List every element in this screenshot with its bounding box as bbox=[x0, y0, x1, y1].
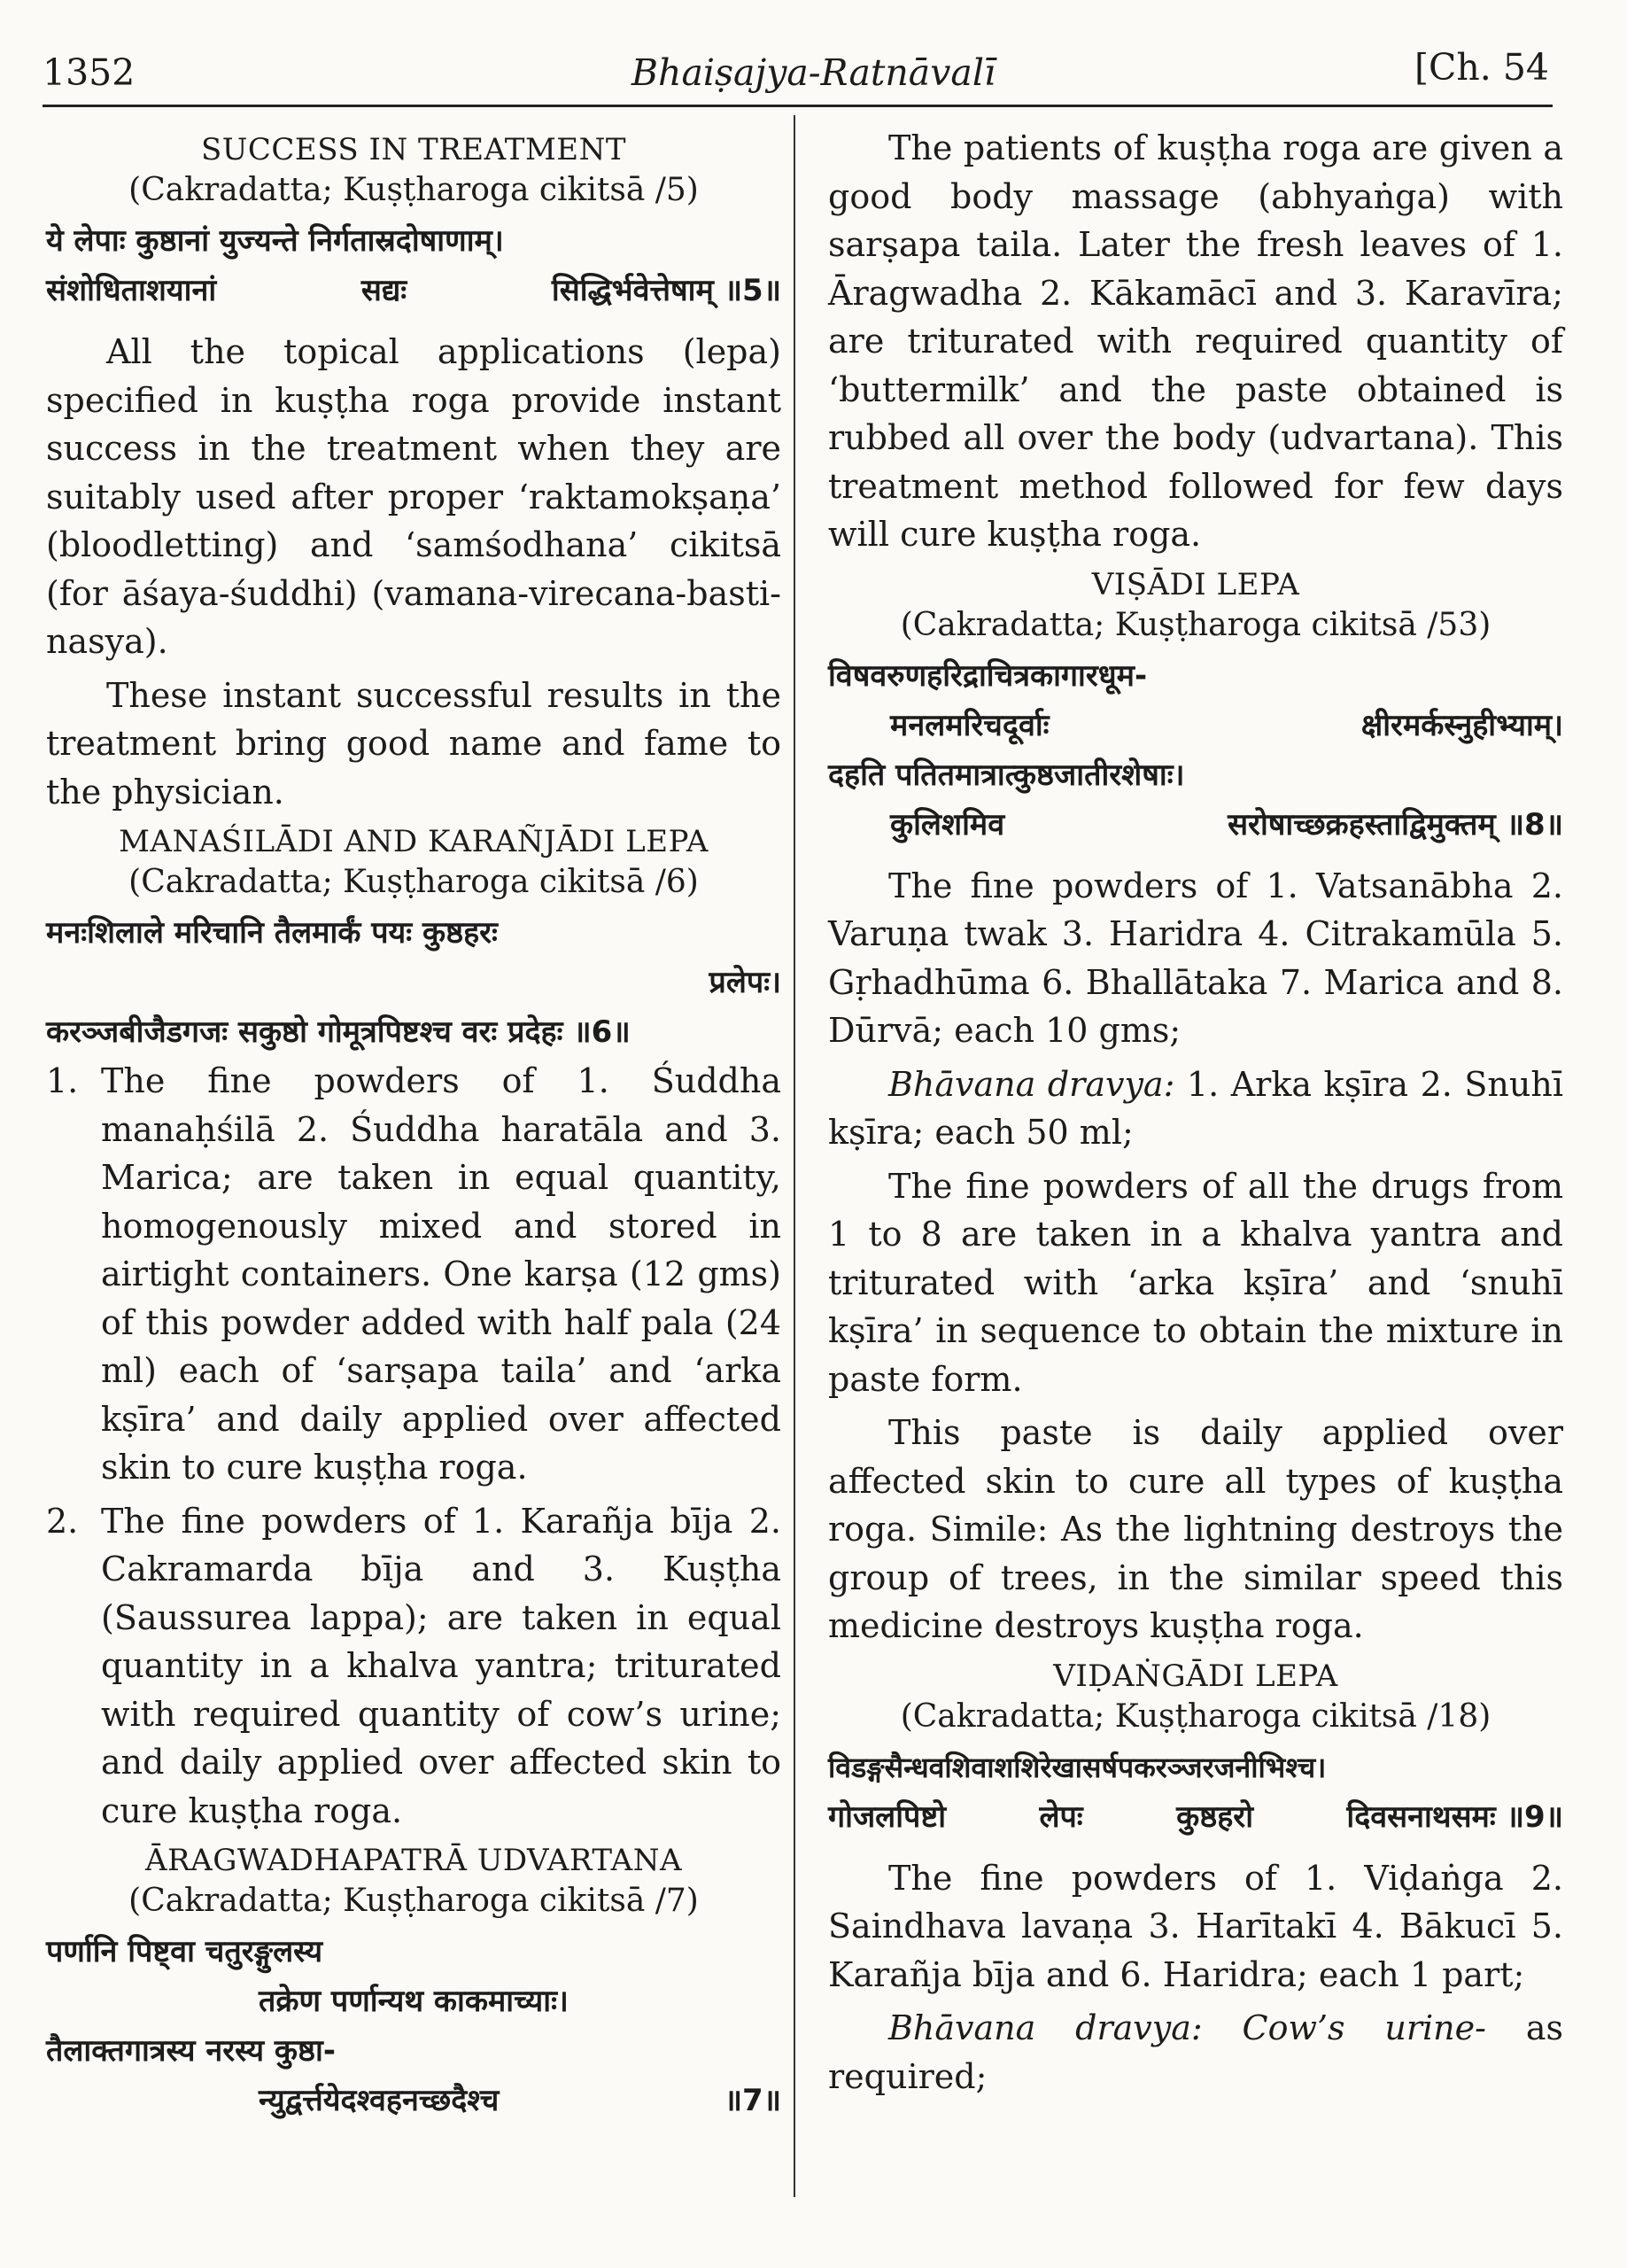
verse-word: न्युद्वर्त्तयेदश्वहनच्छदैश्च bbox=[259, 2083, 500, 2118]
sanskrit-verse-line: तक्रेण पर्णान्यथ काकमाच्याः। bbox=[259, 1984, 569, 2019]
running-title: Bhaiṣajya-Ratnāvalī bbox=[631, 51, 996, 94]
paragraph-text: 1. Arka kṣīra 2. Snuhī kṣīra; each 50 ml; bbox=[828, 1064, 1563, 1152]
section-title: VIṢĀDI LEPA bbox=[1091, 566, 1300, 602]
sanskrit-verse-line bbox=[46, 266, 781, 315]
section-title: MANAŚILĀDI AND KARAÑJĀDI LEPA bbox=[119, 824, 709, 859]
verse-word: संशोधिताशयानां bbox=[46, 273, 217, 308]
paragraph bbox=[828, 1060, 1563, 1157]
sanskrit-verse-line: पर्णानि पिष्ट्वा चतुरङ्गुलस्य bbox=[46, 1934, 323, 1969]
verse-word: क्षीरमर्कस्नुहीभ्याम्। bbox=[1360, 707, 1563, 743]
sanskrit-verse-line bbox=[828, 800, 1563, 850]
section-source: (Cakradatta; Kuṣṭharoga cikitsā /6) bbox=[128, 864, 699, 900]
section-title: ĀRAGWADHAPATRĀ UDVARTANA bbox=[144, 1843, 683, 1878]
verse-word: सिद्धिर्भवेत्तेषाम् ॥5॥ bbox=[551, 273, 781, 308]
verse-word: दिवसनाथसमः ॥9॥ bbox=[1346, 1798, 1563, 1835]
left-column bbox=[46, 124, 781, 2125]
section-title: SUCCESS IN TREATMENT bbox=[200, 132, 627, 167]
sanskrit-verse-line: प्रलेपः। bbox=[709, 965, 781, 1000]
sanskrit-verse-line: विडङ्गसैन्धवशिवाशशिरेखासर्षपकरञ्जरजनीभिश्च। bbox=[828, 1750, 1327, 1784]
paragraph: The fine powders of 1. Viḍaṅga 2. Saindhava lavaṇa 3. Harītakī 4. Bākucī 5. Karañja bīja and 6. Haridra; each 1 part; bbox=[828, 1858, 1563, 1994]
paragraph: The fine powders of 1. Vatsanābha 2. Varuṇa twak 3. Haridra 4. Citrakamūla 5. Gṛhadhūma 6. Bhallātaka 7. Marica and 8. Dūrvā; each 10 gms; bbox=[828, 866, 1563, 1050]
sanskrit-verse-line: मनःशिलाले मरिचानि तैलमार्कं पयः कुष्ठहरः bbox=[46, 915, 498, 951]
paragraph bbox=[828, 2004, 1563, 2101]
verse-word: मनलमरिचदूर्वाः bbox=[890, 707, 1050, 743]
sanskrit-verse-line bbox=[828, 1792, 1563, 1842]
chapter-label: [Ch. 54 bbox=[1414, 46, 1549, 89]
verse-word: कुलिशमिव bbox=[890, 806, 1005, 843]
verse-word: सरोषाच्छक्रहस्ताद्विमुक्तम् ॥8॥ bbox=[1228, 806, 1563, 843]
paragraph: The patients of kuṣṭha roga are given a good body massage (abhyaṅga) with sarṣapa taila. Later the fresh leaves of 1. Āragwadha 2. Kākamācī and 3. Karavīra; are triturated with required quantity of ‘buttermilk’ and the paste obtained is rubbed all over the body (udvartana). This treatment method followed for few days will cure kuṣṭha roga. bbox=[828, 128, 1563, 554]
verse-word: कुष्ठहरो bbox=[1176, 1798, 1253, 1835]
list-item bbox=[46, 1057, 781, 1492]
right-column bbox=[828, 124, 1563, 2106]
verse-word: लेपः bbox=[1039, 1798, 1083, 1835]
list-item bbox=[46, 1497, 781, 1836]
sanskrit-verse-line bbox=[828, 701, 1563, 750]
page-header bbox=[0, 0, 1627, 115]
sanskrit-verse-line bbox=[46, 2076, 781, 2125]
verse-number: ॥7॥ bbox=[724, 2083, 781, 2118]
paragraph: This paste is daily applied over affected skin to cure all types of kuṣṭha roga. Simile: As the lightning destroys the group of trees, in the similar speed this medicine destroys kuṣṭha roga. bbox=[828, 1413, 1563, 1645]
italic-label: Bhāvana dravya: bbox=[888, 1064, 1175, 1104]
section-source: (Cakradatta; Kuṣṭharoga cikitsā /18) bbox=[900, 1697, 1491, 1735]
list-text: The fine powders of 1. Karañja bīja 2. Cakramarda bīja and 3. Kuṣṭha (Saussurea lappa); are taken in equal quantity in a khalva yantra; triturated with required quantity of cow’s urine; and daily applied over affected skin to cure kuṣṭha roga. bbox=[101, 1501, 781, 1830]
section-source: (Cakradatta; Kuṣṭharoga cikitsā /7) bbox=[128, 1883, 699, 1919]
sanskrit-verse-line: विषवरुणहरिद्राचित्रकागारधूम- bbox=[828, 657, 1148, 694]
verse-word: सद्यः bbox=[360, 273, 407, 308]
section-title: VIḌAṄGĀDI LEPA bbox=[1053, 1658, 1338, 1694]
page-number: 1352 bbox=[43, 51, 136, 94]
list-number: 2. bbox=[46, 1501, 79, 1541]
paragraph: All the topical applications (lepa) specified in kuṣṭha roga provide instant success in the treatment when they are suitably used after proper ‘raktamokṣaṇa’ (bloodletting) and ‘samśodhana’ cikitsā (for āśaya-śuddhi) (vamana-virecana-basti-nasya). bbox=[46, 332, 781, 661]
column-divider bbox=[794, 115, 795, 2197]
sanskrit-verse-line: ये लेपाः कुष्ठानां युज्यन्ते निर्गतास्रदोषाणाम्। bbox=[46, 223, 504, 259]
verse-word: गोजलपिष्टो bbox=[828, 1798, 947, 1835]
italic-label: Bhāvana dravya: Cow’s urine- bbox=[888, 2008, 1486, 2047]
section-source: (Cakradatta; Kuṣṭharoga cikitsā /5) bbox=[128, 172, 699, 208]
paragraph: The fine powders of all the drugs from 1 to 8 are taken in a khalva yantra and triturated with ‘arka kṣīra’ and ‘snuhī kṣīra’ in sequence to obtain the mixture in paste form. bbox=[828, 1166, 1563, 1399]
sanskrit-verse-line: तैलाक्तगात्रस्य नरस्य कुष्ठा- bbox=[46, 2033, 336, 2069]
header-rule bbox=[43, 105, 1553, 107]
sanskrit-verse-line: दहति पतितमात्रात्कुष्ठजातीरशेषाः। bbox=[828, 757, 1185, 793]
list-text: The fine powders of 1. Śuddha manaḥśilā 2. Śuddha haratāla and 3. Marica; are taken in equal quantity, homogenously mixed and stored in airtight containers. One karṣa (12 gms) of this powder added with half pala (24 ml) each of ‘sarṣapa taila’ and ‘arka kṣīra’ and daily applied over affected skin to cure kuṣṭha roga. bbox=[101, 1061, 781, 1487]
sanskrit-verse-line: करञ्जबीजैडगजः सकुष्ठो गोमूत्रपिष्टश्च वरः प्रदेहः ॥6॥ bbox=[46, 1014, 631, 1050]
paragraph: These instant successful results in the treatment bring good name and fame to the physician. bbox=[46, 675, 781, 812]
list-number: 1. bbox=[46, 1061, 79, 1100]
paragraph-text: as required; bbox=[828, 2008, 1563, 2096]
section-source: (Cakradatta; Kuṣṭharoga cikitsā /53) bbox=[900, 606, 1491, 643]
